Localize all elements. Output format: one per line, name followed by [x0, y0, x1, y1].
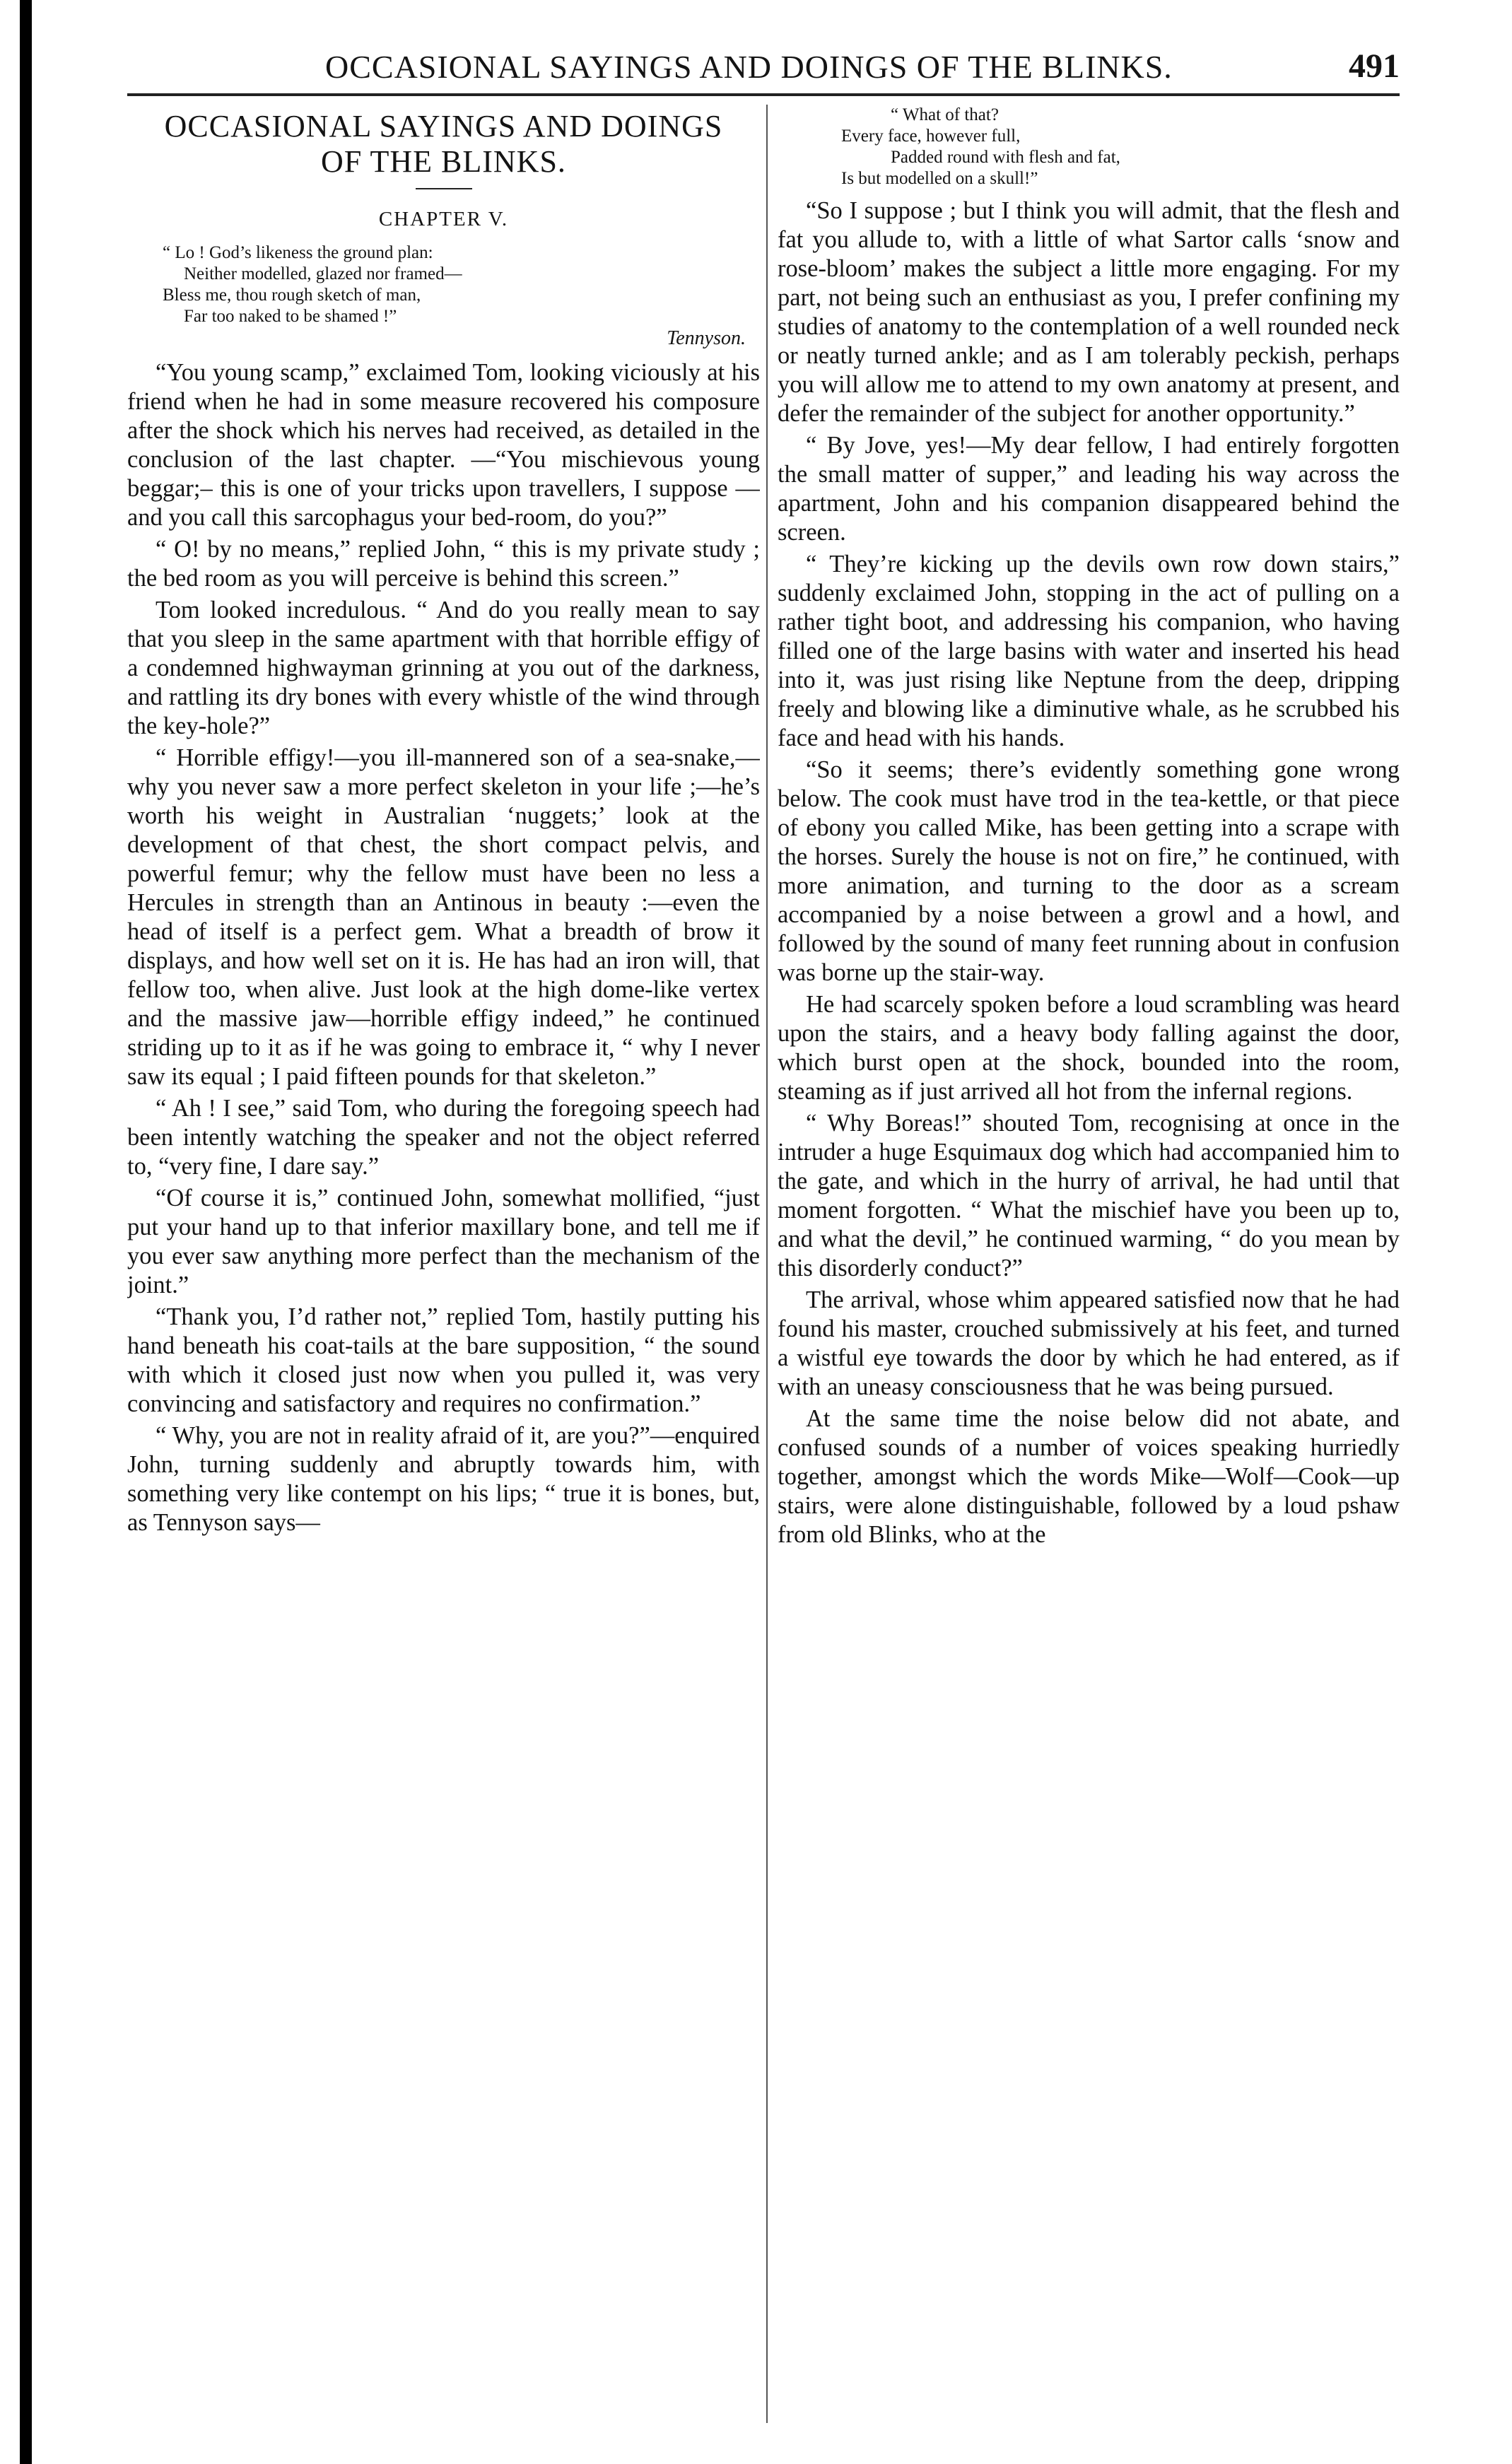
paragraph: “Of course it is,” continued John, somewhat mollified, “just put your hand up to that inferior maxillary bone, and tell me if you ever saw anything more perfect than the mechanism of the joint.”	[127, 1185, 760, 1298]
running-head	[141, 44, 1400, 93]
article-title	[127, 109, 760, 180]
column-divider	[766, 105, 768, 2423]
header-rule	[127, 93, 1400, 96]
binding-edge-rule	[20, 0, 32, 2464]
paragraph: At the same time the noise below did not abate, and confused sounds of a number of voices speaking hurriedly together, amongst which the words Mike—Wolf—Cook—up stairs, were alone distinguishable, followed by a loud pshaw from old Blinks, who at the	[778, 1405, 1400, 1548]
epigraph-line: Neither modelled, glazed nor framed—	[184, 264, 462, 283]
paragraph: “ Why, you are not in reality afraid of it, are you?”—enquired John, turning suddenly and abruptly towards him, with something very like contempt on his lips; “ true it is bones, but, as Tennyson says—	[127, 1422, 760, 1536]
verse-line: Is but modelled on a skull!”	[841, 169, 1038, 188]
epigraph-line: Far too naked to be shamed !”	[184, 307, 397, 326]
chapter-heading: CHAPTER V.	[378, 208, 509, 230]
verse-line: Every face, however full,	[841, 127, 1021, 146]
paragraph: Tom looked incredulous. “ And do you really mean to say that you sleep in the same apartment with that horrible effigy of a condemned highwayman grinning at you out of the darkness, and rattling its dry bones with every whistle of the wind through the key-hole?”	[127, 597, 760, 739]
verse-quotation	[778, 105, 1400, 189]
paragraph: “You young scamp,” exclaimed Tom, looking viciously at his friend when he had in some measure recovered his composure after the shock which his nerves had received, as detailed in the conclusion of the last chapter. —“You mischievous young beggar;– this is one of your tricks upon travellers, I suppose —and you call this sarcophagus your bed-room, do you?”	[127, 359, 760, 531]
article-title-line: OCCASIONAL SAYINGS AND DOINGS	[164, 109, 723, 143]
epigraph	[127, 242, 760, 350]
epigraph-line: Bless me, thou rough sketch of man,	[163, 286, 421, 305]
paragraph: “ Why Boreas!” shouted Tom, recognising at once in the intruder a huge Esquimaux dog which had accompanied him to the gate, and which in the hurry of arrival, he had until that moment forgotten. “ What the mischief have you been up to, and what the devil,” he continued warming, “ do you mean by this disorderly conduct?”	[778, 1110, 1400, 1281]
verse-line: “ What of that?	[891, 105, 999, 124]
epigraph-line: “ Lo ! God’s likeness the ground plan:	[163, 243, 433, 262]
left-column	[127, 105, 760, 2422]
paragraph: “ Horrible effigy!—you ill-mannered son of a sea-snake,—why you never saw a more perfect skeleton in your life ;—he’s worth his weight in Australian ‘nuggets;’ look at the development of that chest, the short compact pelvis, and powerful femur; why the fellow must have been no less a Hercules in strength than an Antinous in beauty :—even the head of itself is a perfect gem. What a breadth of brow it displays, and how well set on it is. He has had an iron will, that fellow too, when alive. Just look at the high dome-like vertex and the massive jaw—horrible effigy indeed,” he continued striding up to it as if he was going to embrace it, “ why I never saw its equal ; I paid fifteen pounds for that skeleton.”	[127, 744, 760, 1090]
running-title: OCCASIONAL SAYINGS AND DOINGS OF THE BLINKS.	[325, 49, 1173, 85]
paragraph: “ By Jove, yes!—My dear fellow, I had entirely forgotten the small matter of supper,” and leading his way across the apartment, John and his companion disappeared behind the screen.	[778, 432, 1400, 546]
article-title-line: OF THE BLINKS.	[321, 144, 566, 179]
verse-line: Padded round with flesh and fat,	[891, 148, 1120, 167]
paragraph: “ O! by no means,” replied John, “ this is my private study ; the bed room as you will perceive is behind this screen.”	[127, 536, 760, 592]
paragraph: “So it seems; there’s evidently something gone wrong below. The cook must have trod in the tea-kettle, or that piece of ebony you called Mike, has been getting into a scrape with the horses. Surely the house is not on fire,” he continued, with more animation, and turning to the door as a scream accompanied by a noise between a growl and a howl, and followed by the sound of many feet running about in confusion was borne up the stair-way.	[778, 756, 1400, 986]
paragraph: “ They’re kicking up the devils own row down stairs,” suddenly exclaimed John, stopping in the act of pulling on a rather tight boot, and addressing his companion, who having filled one of the large basins with water and inserted his head into it, was just rising like Neptune from the deep, dripping freely and blowing like a diminutive whale, as he scrubbed his face and head with his hands.	[778, 551, 1400, 751]
title-rule	[416, 188, 472, 189]
page-number: 491	[1349, 47, 1400, 85]
paragraph: “ Ah ! I see,” said Tom, who during the foregoing speech had been intently watching the speaker and not the object referred to, “very fine, I dare say.”	[127, 1095, 760, 1180]
paragraph: “So I suppose ; but I think you will admit, that the flesh and fat you allude to, with a little of what Sartor calls ‘snow and rose-bloom’ makes the subject a little more engaging. For my part, not being such an enthusiast as you, I prefer confining my studies of anatomy to the contemplation of a well rounded neck or neatly turned ankle; and as I am tolerably peckish, perhaps you will allow me to attend to my own anatomy at present, and defer the remainder of the subject for another opportunity.”	[778, 197, 1400, 427]
paragraph: He had scarcely spoken before a loud scrambling was heard upon the stairs, and a heavy body falling against the door, which burst open at the shock, bounded into the room, steaming as if just arrived all hot from the infernal regions.	[778, 991, 1400, 1105]
epigraph-attribution: Tennyson.	[667, 327, 746, 349]
paragraph: “Thank you, I’d rather not,” replied Tom, hastily putting his hand beneath his coat-tails at the bare supposition, “ the sound with which it closed just now when you pulled it, was very convincing and satisfactory and requires no confirmation.”	[127, 1303, 760, 1417]
paragraph: The arrival, whose whim appeared satisfied now that he had found his master, crouched submissively at his feet, and turned a wistful eye towards the door by which he had entered, as if with an uneasy consciousness that he was being pursued.	[778, 1286, 1400, 1400]
right-column	[778, 105, 1400, 2422]
